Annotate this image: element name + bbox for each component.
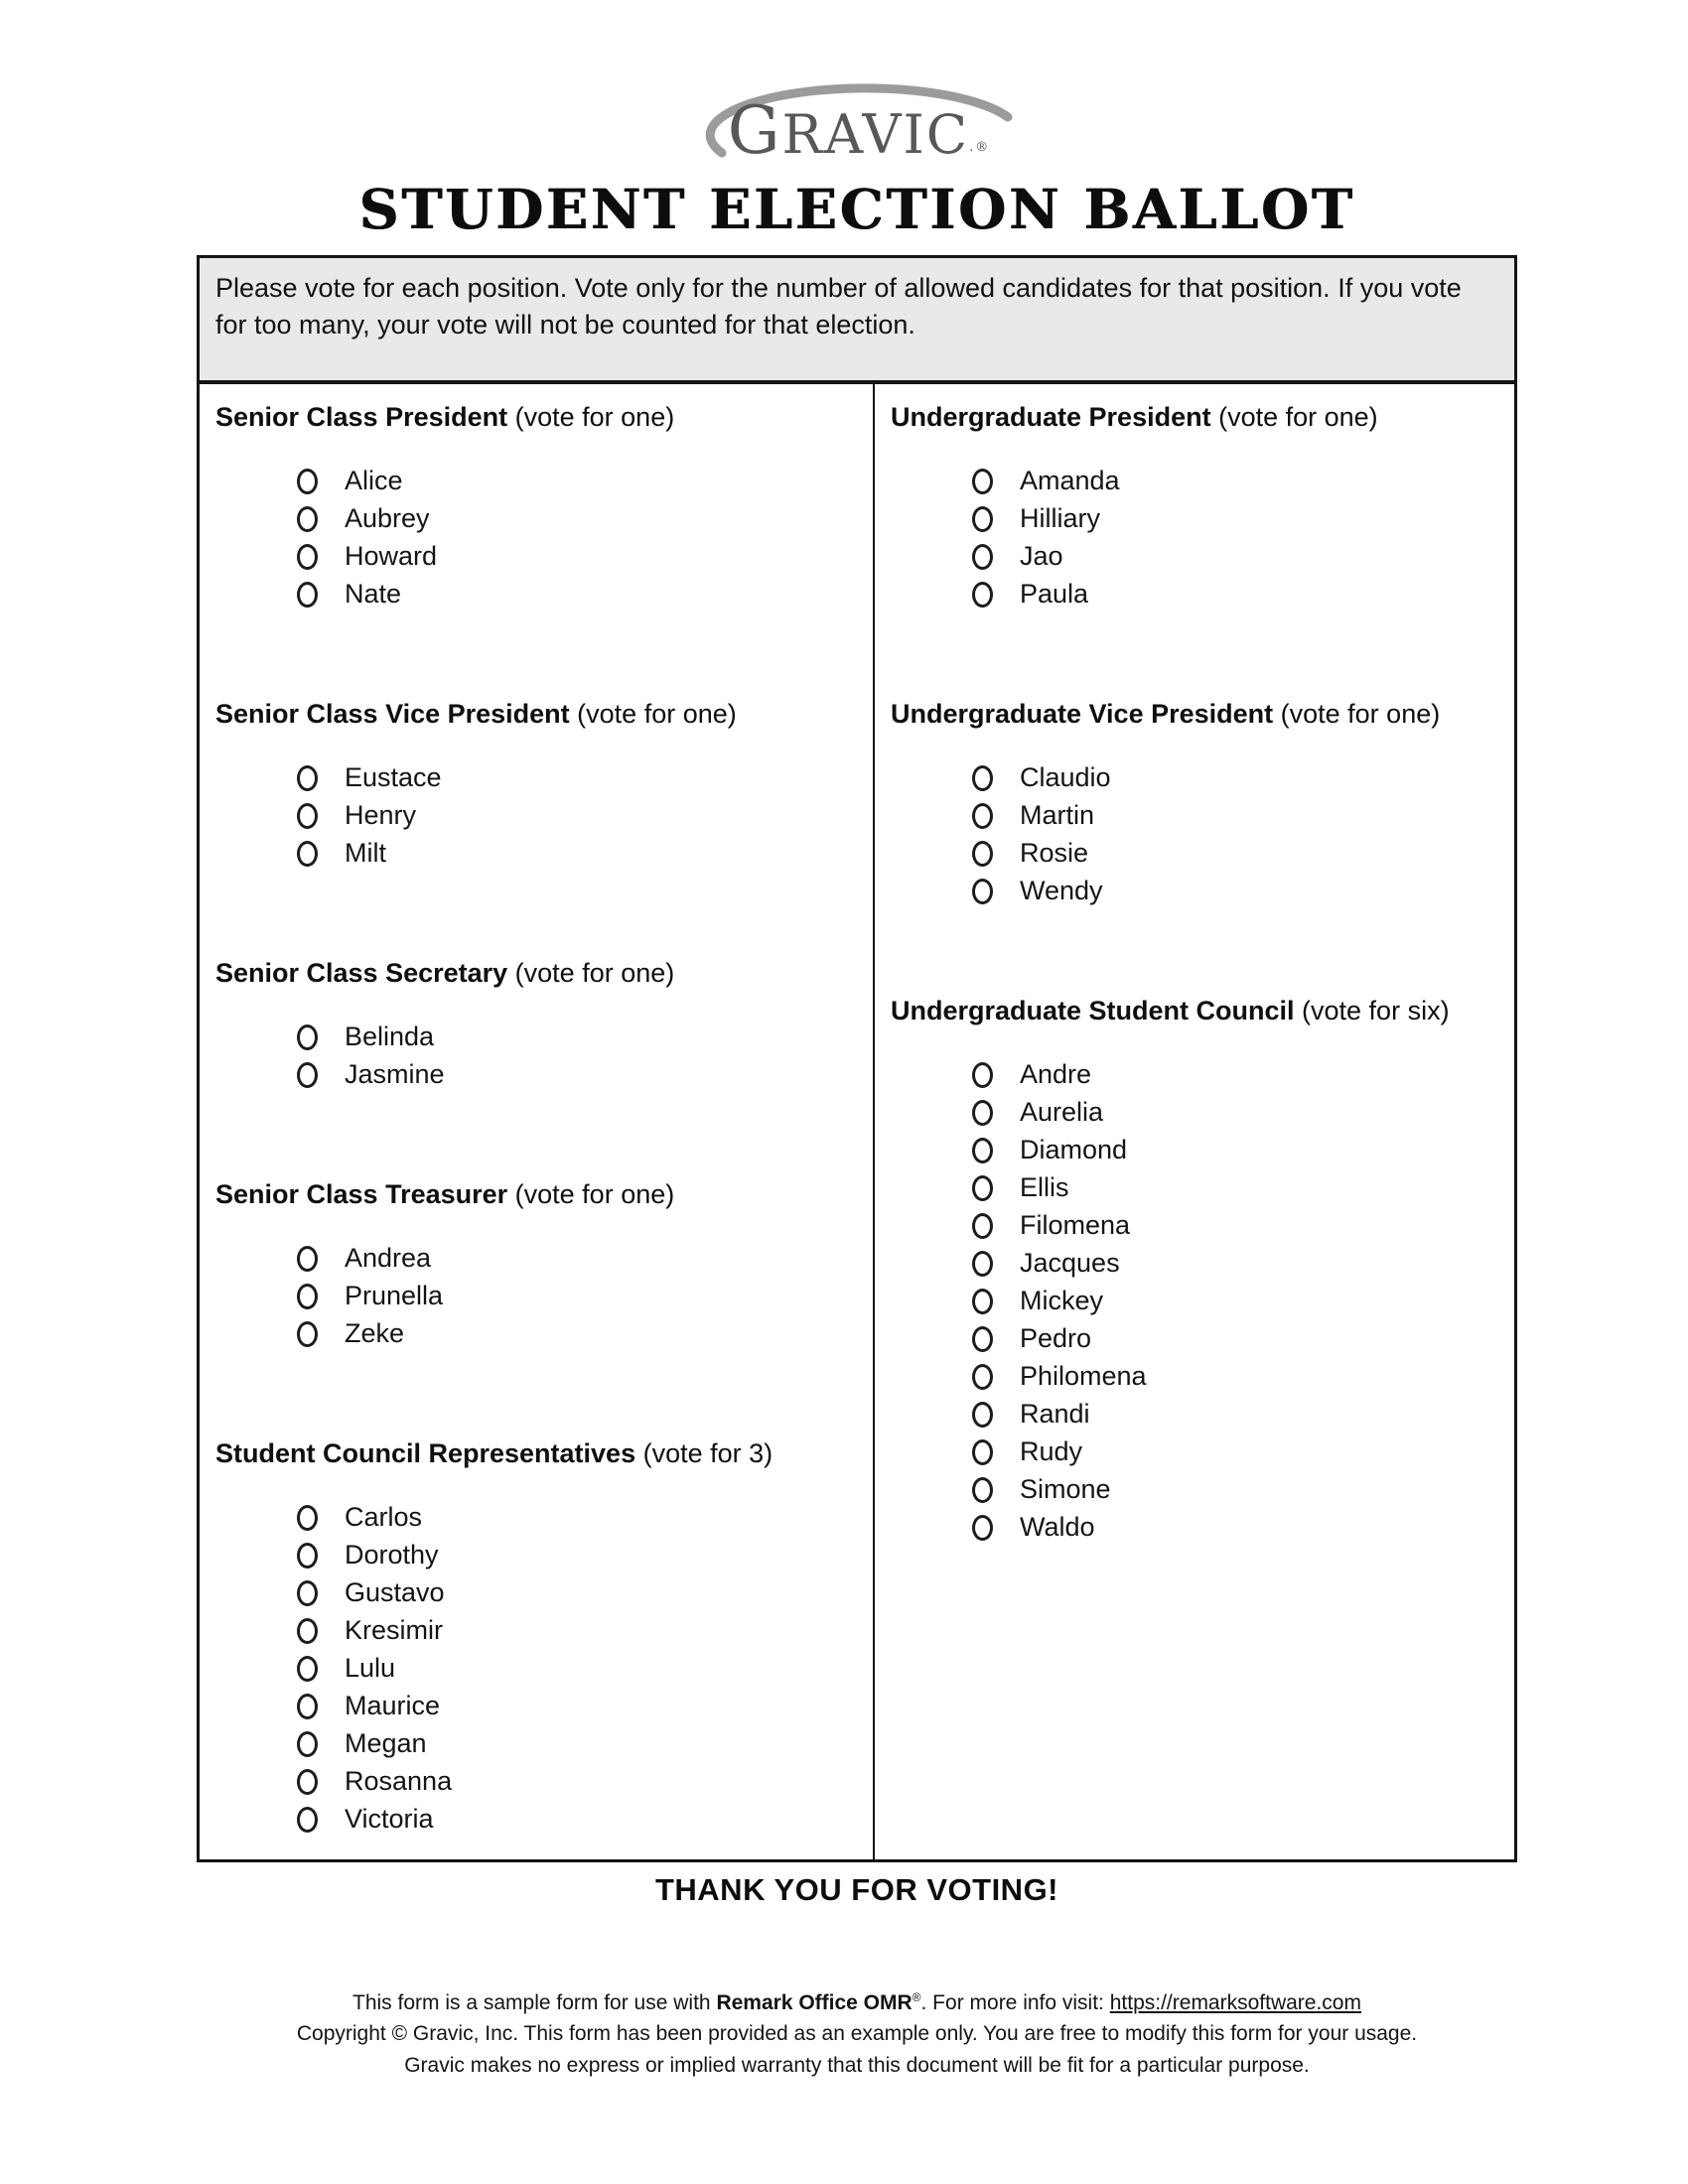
candidate-list — [215, 1499, 863, 1839]
candidate-name: Jao — [1020, 541, 1063, 571]
candidate-name: Megan — [345, 1728, 427, 1758]
position-vote-rule: (vote for one) — [1273, 698, 1441, 729]
vote-bubble[interactable] — [297, 1580, 318, 1606]
vote-bubble[interactable] — [297, 1062, 318, 1088]
ballot-table — [197, 255, 1517, 1862]
position-heading — [215, 1179, 863, 1210]
vote-bubble[interactable] — [972, 469, 993, 494]
candidate-list — [891, 463, 1504, 614]
candidate-name: Andrea — [345, 1243, 432, 1273]
candidate-name: Andre — [1020, 1059, 1092, 1089]
vote-bubble[interactable] — [972, 1326, 993, 1352]
candidate-list — [215, 1019, 863, 1094]
position-vote-rule: (vote for one) — [569, 698, 737, 729]
candidate-row — [891, 1509, 1504, 1547]
vote-bubble[interactable] — [972, 1251, 993, 1277]
page-title: STUDENT ELECTION BALLOT — [358, 177, 1355, 241]
footer-line1-prefix: This form is a sample form for use with — [352, 1990, 717, 2014]
position-heading — [215, 402, 863, 433]
candidate-row — [891, 797, 1504, 835]
candidate-name: Paula — [1020, 579, 1089, 609]
position-title: Senior Class Secretary — [215, 957, 508, 988]
candidate-row — [215, 835, 863, 873]
position-vote-rule: (vote for 3) — [635, 1437, 774, 1468]
position-title: Undergraduate Vice President — [891, 698, 1274, 729]
candidate-name: Waldo — [1020, 1512, 1095, 1542]
candidate-row — [215, 1574, 863, 1612]
vote-bubble[interactable] — [972, 1439, 993, 1465]
candidate-row — [891, 1245, 1504, 1283]
vote-bubble[interactable] — [972, 506, 993, 532]
candidate-row — [891, 759, 1504, 797]
vote-bubble[interactable] — [297, 1618, 318, 1644]
position-heading — [891, 699, 1504, 730]
vote-bubble[interactable] — [297, 1024, 318, 1050]
position-section — [215, 402, 863, 614]
candidate-row — [215, 1688, 863, 1725]
footer-line-2: Copyright © Gravic, Inc. This form has been provided as an example only. You are free to modify this form for your usage. — [296, 2022, 1418, 2046]
candidate-row — [891, 1471, 1504, 1509]
vote-bubble[interactable] — [972, 544, 993, 570]
candidate-row — [891, 1132, 1504, 1169]
candidate-name: Randi — [1020, 1399, 1090, 1429]
candidate-row — [891, 576, 1504, 614]
vote-bubble[interactable] — [297, 582, 318, 608]
candidate-row — [215, 576, 863, 614]
footer-line-3: Gravic makes no express or implied warranty that this document will be fit for a particular purpose. — [404, 2054, 1310, 2078]
candidate-row — [215, 538, 863, 576]
position-heading — [215, 699, 863, 730]
candidate-name: Jacques — [1020, 1248, 1120, 1278]
ballot-column-left — [200, 384, 875, 1859]
candidate-row — [891, 500, 1504, 538]
logo-brand-text: GRAVIC.® — [727, 92, 991, 169]
candidate-row — [891, 873, 1504, 910]
position-vote-rule: (vote for six) — [1294, 995, 1450, 1025]
candidate-row — [215, 797, 863, 835]
instructions-box: Please vote for each position. Vote only for the number of allowed candidates for that position. If you vote for too many, your vote will not be counted for that election. — [200, 258, 1514, 384]
vote-bubble[interactable] — [972, 1515, 993, 1541]
vote-bubble[interactable] — [297, 765, 318, 791]
candidate-name: Alice — [345, 466, 403, 495]
vote-bubble[interactable] — [297, 544, 318, 570]
candidate-row — [215, 759, 863, 797]
candidate-row — [215, 463, 863, 500]
footer-product-name: Remark Office OMR — [716, 1990, 913, 2014]
candidate-row — [891, 1358, 1504, 1396]
candidate-row — [891, 1283, 1504, 1320]
candidate-row — [891, 1094, 1504, 1132]
gravic-logo-graphic — [688, 56, 1026, 173]
candidate-row — [891, 1396, 1504, 1433]
vote-bubble[interactable] — [297, 841, 318, 867]
position-section — [891, 699, 1504, 910]
candidate-name: Wendy — [1020, 876, 1103, 905]
candidate-name: Jasmine — [345, 1059, 445, 1089]
position-title: Student Council Representatives — [215, 1437, 636, 1468]
candidate-name: Filomena — [1020, 1210, 1131, 1240]
candidate-row — [215, 1763, 863, 1801]
position-section — [891, 402, 1504, 614]
position-heading — [215, 1438, 863, 1469]
position-title: Undergraduate President — [891, 401, 1211, 432]
candidate-name: Dorothy — [345, 1540, 439, 1570]
candidate-row — [215, 1650, 863, 1688]
candidate-name: Rosanna — [345, 1766, 453, 1796]
candidate-name: Mickey — [1020, 1286, 1104, 1315]
position-vote-rule: (vote for one) — [1210, 401, 1378, 432]
position-heading — [215, 958, 863, 989]
candidate-row — [215, 1612, 863, 1650]
candidate-name: Ellis — [1020, 1172, 1069, 1202]
candidate-row — [215, 1499, 863, 1537]
vote-bubble[interactable] — [972, 582, 993, 608]
candidate-name: Belinda — [345, 1022, 435, 1051]
candidate-name: Rudy — [1020, 1436, 1083, 1466]
footer-line-1 — [197, 1987, 1517, 2019]
vote-bubble[interactable] — [972, 841, 993, 867]
vote-bubble[interactable] — [297, 1543, 318, 1569]
ballot-column-right — [875, 384, 1514, 1859]
footer — [197, 1987, 1517, 2083]
vote-bubble[interactable] — [297, 1284, 318, 1309]
vote-bubble[interactable] — [297, 1656, 318, 1682]
vote-bubble[interactable] — [972, 803, 993, 829]
candidate-name: Aubrey — [345, 503, 430, 533]
candidate-name: Martin — [1020, 800, 1095, 830]
position-heading — [891, 402, 1504, 433]
vote-bubble[interactable] — [972, 1402, 993, 1428]
candidate-name: Howard — [345, 541, 438, 571]
candidate-name: Victoria — [345, 1804, 434, 1834]
candidate-name: Philomena — [1020, 1361, 1147, 1391]
position-section — [215, 1179, 863, 1353]
candidate-name: Nate — [345, 579, 402, 609]
thank-you-text: THANK YOU FOR VOTING! — [654, 1871, 1059, 1907]
vote-bubble[interactable] — [297, 803, 318, 829]
vote-bubble[interactable] — [297, 1769, 318, 1795]
candidate-row — [215, 1019, 863, 1056]
candidate-name: Milt — [345, 838, 386, 868]
candidate-row — [215, 1801, 863, 1839]
vote-bubble[interactable] — [972, 1213, 993, 1239]
candidate-name: Aurelia — [1020, 1097, 1104, 1127]
candidate-name: Rosie — [1020, 838, 1089, 868]
candidate-row — [215, 500, 863, 538]
vote-bubble[interactable] — [972, 1100, 993, 1126]
candidate-row — [891, 1433, 1504, 1471]
position-title: Undergraduate Student Council — [891, 995, 1295, 1025]
candidate-row — [891, 463, 1504, 500]
vote-bubble[interactable] — [297, 1505, 318, 1531]
candidate-name: Lulu — [345, 1653, 396, 1683]
candidate-list — [215, 463, 863, 614]
vote-bubble[interactable] — [972, 1289, 993, 1314]
vote-bubble[interactable] — [297, 1246, 318, 1272]
candidate-name: Carlos — [345, 1502, 423, 1532]
vote-bubble[interactable] — [297, 1694, 318, 1719]
candidate-row — [891, 835, 1504, 873]
ballot-page — [197, 0, 1517, 2082]
candidate-row — [891, 1320, 1504, 1358]
vote-bubble[interactable] — [297, 1731, 318, 1757]
position-section — [215, 699, 863, 873]
candidate-row — [215, 1725, 863, 1763]
candidate-name: Prunella — [345, 1281, 444, 1310]
vote-bubble[interactable] — [972, 1062, 993, 1088]
candidate-row — [215, 1240, 863, 1278]
vote-bubble[interactable] — [297, 1321, 318, 1347]
candidate-name: Pedro — [1020, 1323, 1092, 1353]
candidate-row — [891, 538, 1504, 576]
vote-bubble[interactable] — [972, 879, 993, 904]
vote-bubble[interactable] — [297, 1807, 318, 1833]
gravic-logo — [688, 56, 1026, 173]
position-title: Senior Class Vice President — [215, 698, 570, 729]
position-section — [891, 996, 1504, 1547]
candidate-name: Maurice — [345, 1691, 441, 1720]
candidate-row — [891, 1169, 1504, 1207]
vote-bubble[interactable] — [297, 469, 318, 494]
candidate-list — [215, 759, 863, 873]
candidate-name: Claudio — [1020, 762, 1111, 792]
position-title: Senior Class Treasurer — [215, 1178, 508, 1209]
candidate-row — [215, 1278, 863, 1315]
vote-bubble[interactable] — [972, 1138, 993, 1163]
position-vote-rule: (vote for one) — [507, 957, 675, 988]
candidate-row — [215, 1537, 863, 1574]
position-title: Senior Class President — [215, 401, 508, 432]
candidate-name: Simone — [1020, 1474, 1111, 1504]
vote-bubble[interactable] — [972, 1175, 993, 1201]
candidate-name: Henry — [345, 800, 417, 830]
remarksoftware-link[interactable]: https://remarksoftware.com — [1109, 1990, 1361, 2014]
candidate-name: Hilliary — [1020, 503, 1100, 533]
candidate-row — [891, 1207, 1504, 1245]
candidate-name: Amanda — [1020, 466, 1120, 495]
candidate-list — [891, 1056, 1504, 1547]
registered-mark: ® — [912, 1989, 921, 2004]
position-section — [215, 958, 863, 1094]
candidate-name: Zeke — [345, 1318, 405, 1348]
candidate-name: Eustace — [345, 762, 442, 792]
footer-line1-mid: . For more info visit: — [920, 1990, 1110, 2014]
candidate-list — [215, 1240, 863, 1353]
ballot-columns — [200, 384, 1514, 1859]
candidate-row — [215, 1315, 863, 1353]
vote-bubble[interactable] — [972, 1364, 993, 1390]
vote-bubble[interactable] — [972, 1477, 993, 1503]
candidate-name: Kresimir — [345, 1615, 443, 1645]
vote-bubble[interactable] — [972, 765, 993, 791]
candidate-name: Gustavo — [345, 1577, 445, 1607]
position-heading — [891, 996, 1504, 1026]
candidate-row — [215, 1056, 863, 1094]
candidate-name: Diamond — [1020, 1135, 1128, 1164]
candidate-list — [891, 759, 1504, 910]
vote-bubble[interactable] — [297, 506, 318, 532]
candidate-row — [891, 1056, 1504, 1094]
position-vote-rule: (vote for one) — [507, 1178, 675, 1209]
position-section — [215, 1438, 863, 1839]
position-vote-rule: (vote for one) — [507, 401, 675, 432]
